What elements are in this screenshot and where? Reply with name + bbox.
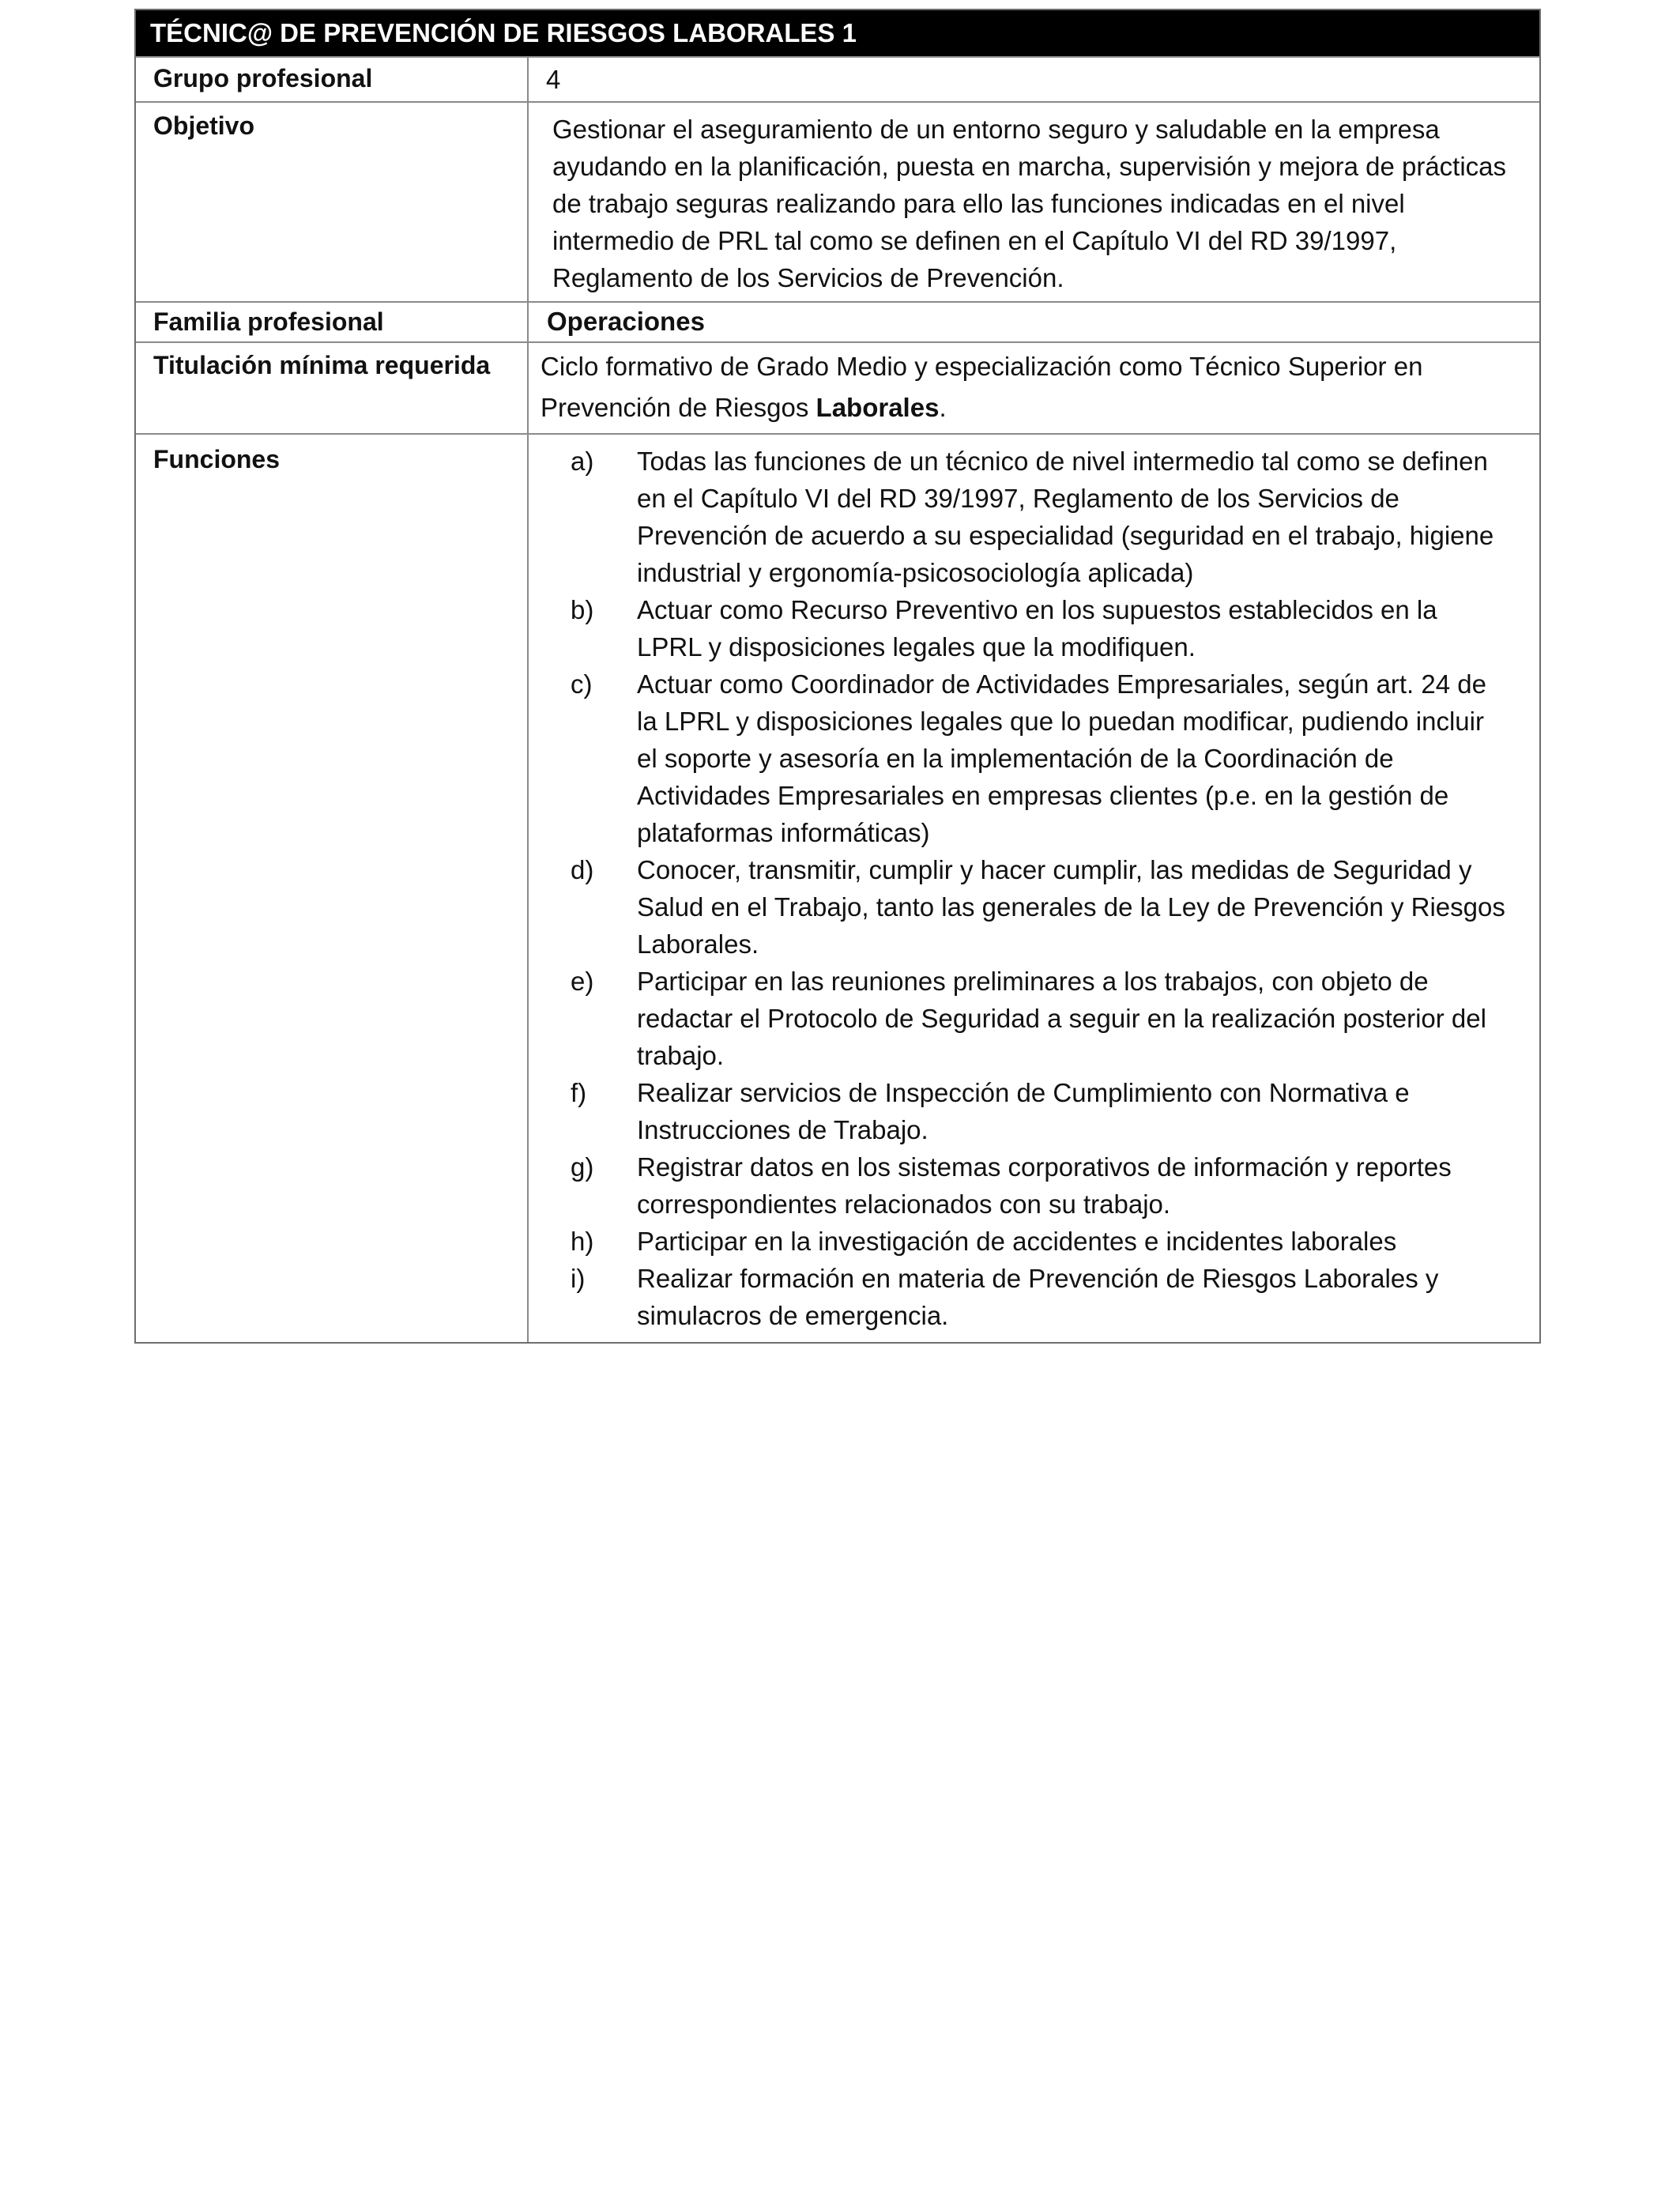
funciones-list [529, 443, 1508, 1334]
familia-profesional-value: Operaciones [547, 307, 705, 336]
list-item [529, 443, 1508, 591]
list-item [529, 1148, 1508, 1223]
list-item [529, 1223, 1508, 1260]
list-item [529, 591, 1508, 665]
row-familia-profesional [136, 301, 1539, 341]
job-profile-table [134, 9, 1541, 1344]
list-item-text: Registrar datos en los sistemas corporativos de información y reportes correspondientes relacionados con su trabajo. [637, 1152, 1452, 1219]
list-item-text: Actuar como Recurso Preventivo en los supuestos establecidos en la LPRL y disposiciones legales que la modifiquen. [637, 595, 1437, 662]
titulacion-value-text: Ciclo formativo de Grado Medio y especialización como Técnico Superior en Prevención de Riesgos [541, 352, 1423, 422]
familia-profesional-label: Familia profesional [136, 303, 529, 341]
list-item-text: Conocer, transmitir, cumplir y hacer cumplir, las medidas de Seguridad y Salud en el Trabajo, tanto las generales de la Ley de Prevención y Riesgos Laborales. [637, 855, 1505, 959]
row-objetivo [136, 101, 1539, 301]
funciones-label: Funciones [136, 435, 529, 1342]
table-title: TÉCNIC@ DE PREVENCIÓN DE RIESGOS LABORALES 1 [136, 10, 1539, 56]
titulacion-value [529, 343, 1539, 433]
list-item [529, 1074, 1508, 1148]
titulacion-label: Titulación mínima requerida [136, 343, 529, 433]
list-item-marker: a) [571, 447, 594, 476]
objetivo-label: Objetivo [136, 103, 529, 301]
list-item-text: Realizar formación en materia de Prevención de Riesgos Laborales y simulacros de emergencia. [637, 1264, 1439, 1330]
list-item-text: Realizar servicios de Inspección de Cumplimiento con Normativa e Instrucciones de Trabajo. [637, 1078, 1410, 1144]
list-item [529, 851, 1508, 963]
list-item-text: Actuar como Coordinador de Actividades Empresariales, según art. 24 de la LPRL y disposiciones legales que lo puedan modificar, pudiendo incluir el soporte y asesoría en la implementación de la Coordinación de Actividades Empresariales en empresas clientes (p.e. en la gestión de plataformas informáticas) [637, 669, 1486, 847]
list-item-text: Todas las funciones de un técnico de nivel intermedio tal como se definen en el Capítulo VI del RD 39/1997, Reglamento de los Servicios de Prevención de acuerdo a su especialidad (seguridad en el trabajo, higiene industrial y ergonomía-psicosociología aplicada) [637, 447, 1494, 587]
list-item-marker: h) [571, 1227, 594, 1256]
list-item [529, 1260, 1508, 1334]
list-item-text: Participar en las reuniones preliminares a los trabajos, con objeto de redactar el Protocolo de Seguridad a seguir en la realización posterior del trabajo. [637, 967, 1486, 1070]
row-grupo-profesional [136, 56, 1539, 101]
list-item [529, 963, 1508, 1074]
list-item-marker: d) [571, 855, 594, 884]
row-titulacion [136, 341, 1539, 433]
titulacion-value-suffix: . [939, 393, 947, 422]
grupo-profesional-value: 4 [546, 65, 561, 94]
list-item-text: Participar en la investigación de accidentes e incidentes laborales [637, 1227, 1397, 1256]
list-item-marker: b) [571, 595, 594, 624]
objetivo-value: Gestionar el aseguramiento de un entorno seguro y saludable en la empresa ayudando en la planificación, puesta en marcha, supervisión y mejora de prácticas de trabajo seguras realizando para ello las funciones indicadas en el nivel intermedio de PRL tal como se definen en el Capítulo VI del RD 39/1997, Reglamento de los Servicios de Prevención. [552, 115, 1507, 292]
list-item-marker: e) [571, 967, 594, 996]
funciones-value [529, 435, 1539, 1342]
list-item-marker: f) [571, 1078, 587, 1107]
list-item-marker: i) [571, 1264, 586, 1293]
list-item-marker: g) [571, 1152, 594, 1182]
list-item [529, 665, 1508, 851]
list-item-marker: c) [571, 669, 593, 699]
row-funciones [136, 433, 1539, 1342]
titulacion-value-bold: Laborales [816, 393, 940, 422]
grupo-profesional-label: Grupo profesional [136, 58, 529, 101]
